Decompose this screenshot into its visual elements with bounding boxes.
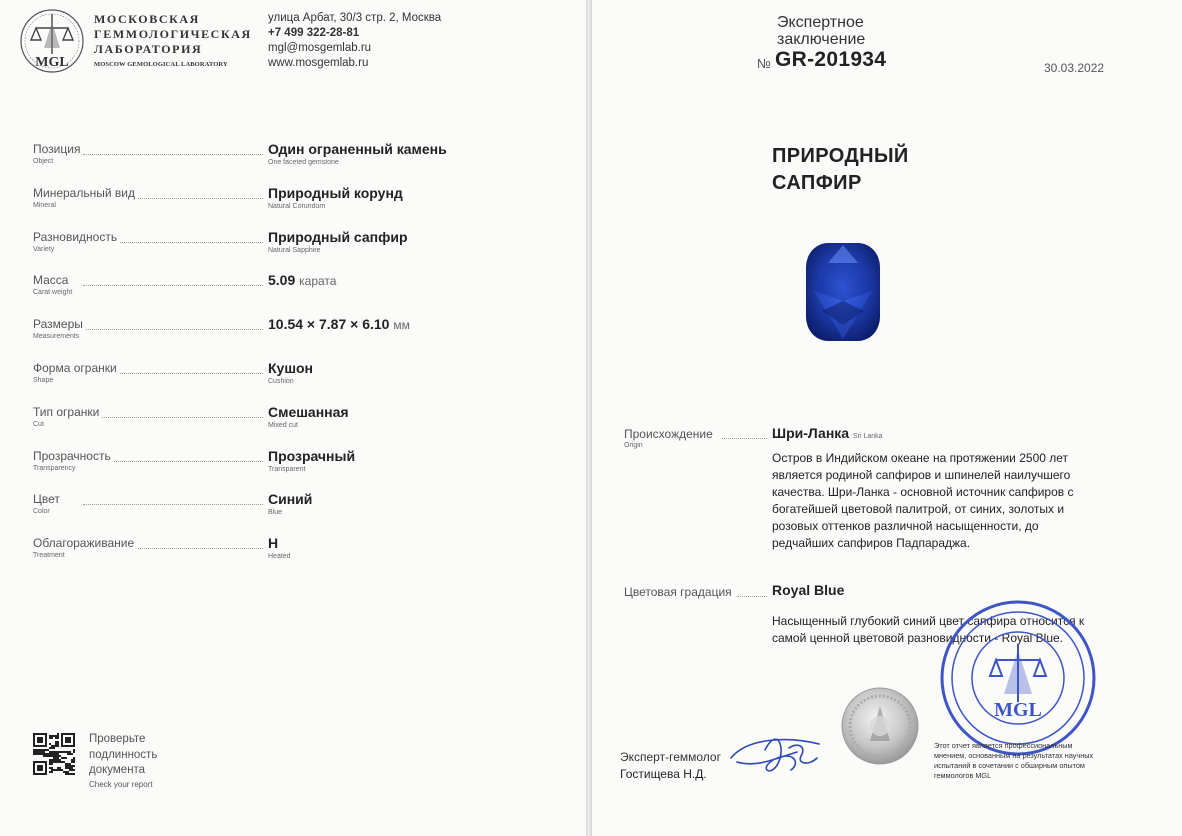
property-row: [33, 449, 453, 489]
property-label: Минеральный вид: [33, 186, 138, 200]
property-row: [33, 273, 453, 313]
property-label-en: Object: [33, 158, 54, 165]
property-label-en: Cut: [33, 420, 44, 428]
origin-description: Остров в Индийском океане на протяжении 2500 лет является родиной сапфиров и шпинелей наилучшего качества. Шри-Ланка - основной источник сапфиров с богатейшей цветовой палитрой, от синих, золотых и розовых оттенков различной насыщенности, до редчайших сапфиров Падпараджа.: [772, 451, 1074, 550]
svg-text:MGL: MGL: [35, 55, 69, 70]
color-grade-value: Royal Blue: [772, 582, 845, 598]
property-value-text: Смешанная: [268, 403, 349, 420]
property-label-en: Treatment: [33, 552, 65, 560]
property-row: [33, 492, 453, 532]
property-value: [268, 404, 349, 420]
mgl-logo: [18, 8, 88, 74]
property-label: Тип огранки: [33, 405, 102, 419]
sapphire-image: [804, 241, 882, 343]
property-row: [33, 230, 453, 270]
property-value-en: Cushion: [268, 378, 294, 385]
report-date: 30.03.2022: [1044, 61, 1105, 75]
disclaimer: Этот отчет является профессиональным мнением, основанным на результатах научных испытаний в сочетании с обширным опытом геммологов MGL: [934, 741, 1094, 780]
property-value-en: Transparent: [268, 465, 306, 473]
leader-dots: [737, 596, 767, 597]
property-label-en: Measurements: [33, 333, 80, 341]
lab-stamp: [938, 598, 1098, 758]
expert-label: Эксперт-геммолог: [620, 750, 721, 764]
verify-line: подлинность: [89, 748, 158, 761]
property-value-text: 10.54 × 7.87 × 6.10: [268, 316, 390, 333]
report-number: GR-201934: [775, 48, 887, 71]
property-value-text: 5.09: [268, 272, 296, 289]
property-row: [33, 536, 453, 576]
origin-value-text: Шри-Ланка: [772, 425, 850, 441]
property-value: [268, 272, 336, 288]
property-value-text: Синий: [268, 491, 313, 508]
property-unit: мм: [393, 318, 410, 333]
property-value-text: Природный корунд: [268, 184, 403, 201]
property-value-text: Природный сапфир: [268, 228, 408, 245]
property-value: [268, 185, 403, 201]
property-row: [33, 361, 453, 401]
verify-line: документа: [89, 764, 146, 776]
contact-block: [268, 11, 441, 71]
lab-name-line: ГЕММОЛОГИЧЕСКАЯ: [94, 27, 252, 41]
leader-dots: [83, 417, 263, 418]
property-row: [33, 317, 453, 357]
report-title-line: Экспертное: [777, 14, 864, 31]
property-unit: карата: [299, 274, 337, 289]
phone[interactable]: +7 499 322-28-81: [268, 27, 360, 39]
right-page: [592, 0, 1182, 836]
property-value: [268, 229, 408, 245]
stone-heading-line: ПРИРОДНЫЙ: [772, 145, 909, 167]
property-label: Цвет: [33, 492, 63, 506]
leader-dots: [83, 504, 263, 505]
leader-dots: [83, 329, 263, 330]
property-value: [268, 448, 355, 464]
verify-text: [89, 732, 157, 779]
property-label-en: Mineral: [33, 201, 56, 209]
verify-label-en: Check your report: [89, 780, 153, 789]
property-label-en: Transparency: [33, 464, 76, 472]
color-grade-label: Цветовая градация: [624, 585, 735, 599]
property-value-en: One faceted gemstone: [268, 159, 339, 166]
property-value-en: Natural Sapphire: [268, 246, 321, 254]
expert-name: Гостищева Н.Д.: [620, 767, 707, 781]
signature: [727, 728, 827, 783]
property-label: Форма огранки: [33, 361, 120, 375]
property-value-en: Natural Corundum: [268, 202, 326, 210]
property-label-en: Variety: [33, 245, 55, 253]
report-title: [777, 14, 865, 48]
lab-name-line: МОСКОВСКАЯ: [94, 12, 200, 26]
leader-dots: [722, 438, 767, 439]
email[interactable]: mgl@mosgemlab.ru: [268, 42, 372, 54]
website[interactable]: www.mosgemlab.ru: [268, 57, 369, 69]
property-value: [268, 141, 447, 157]
property-value-text: H: [268, 535, 279, 552]
svg-text:MGL: MGL: [994, 699, 1042, 721]
property-label-en: Carat weight: [33, 289, 73, 297]
stone-heading: [772, 143, 909, 197]
property-value-text: Один ограненный камень: [268, 141, 447, 157]
report-number-label: №: [757, 56, 771, 71]
property-label: Позиция: [33, 142, 83, 156]
leader-dots: [83, 285, 263, 286]
verify-line: Проверьте: [89, 733, 146, 745]
stone-heading-line: САПФИР: [772, 172, 862, 194]
property-label: Размеры: [33, 317, 86, 331]
lab-name-line: ЛАБОРАТОРИЯ: [94, 42, 203, 56]
property-value-text: Прозрачный: [268, 447, 356, 464]
property-label: Масса: [33, 273, 71, 287]
property-label-en: Shape: [33, 377, 54, 384]
hologram-seal: [840, 686, 920, 766]
leader-dots: [83, 154, 263, 155]
property-value-en: Mixed cut: [268, 421, 298, 429]
property-value: [268, 491, 312, 507]
property-value: [268, 316, 410, 332]
origin-label-en: Origin: [624, 442, 643, 449]
origin-value: [772, 425, 883, 441]
color-grade-description: Насыщенный глубокий синий цвет сапфира относится к самой ценной цветовой разновидности - Royal Blue.: [772, 614, 1085, 645]
property-row: [33, 186, 453, 226]
property-value: [268, 360, 313, 376]
property-label: Прозрачность: [33, 449, 114, 463]
origin-value-en: Sri Lanka: [853, 433, 883, 440]
property-row: [33, 405, 453, 445]
property-value-en: Blue: [268, 509, 283, 517]
property-row: [33, 142, 453, 182]
property-value-text: Кушон: [268, 360, 314, 376]
property-label: Облагораживание: [33, 536, 137, 550]
qr-code[interactable]: [33, 733, 75, 775]
property-label-en: Color: [33, 508, 50, 516]
address: улица Арбат, 30/3 стр. 2, Москва: [268, 12, 442, 24]
lab-name-en: MOSCOW GEMOLOGICAL LABORATORY: [94, 61, 228, 68]
origin-label: Происхождение: [624, 427, 716, 441]
property-value-en: Heated: [268, 553, 291, 561]
left-page: [0, 0, 586, 836]
property-value: [268, 535, 278, 551]
lab-name: [94, 12, 252, 57]
report-title-line: заключение: [777, 31, 866, 48]
property-label: Разновидность: [33, 230, 120, 244]
